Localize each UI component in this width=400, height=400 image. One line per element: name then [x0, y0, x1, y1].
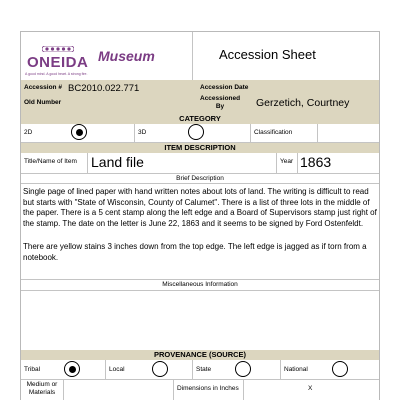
classification-label: Classification [254, 129, 293, 136]
accession-sheet [20, 31, 380, 400]
divider [243, 379, 244, 400]
category-2d-label: 2D [24, 129, 33, 136]
divider [297, 153, 298, 173]
accessioned-by-label: Accessioned By [200, 95, 241, 110]
provenance-local-label: Local [109, 366, 125, 373]
misc-information-label: Miscellaneous Information [162, 281, 238, 288]
divider [250, 124, 251, 142]
divider [21, 279, 379, 280]
divider [192, 360, 193, 379]
category-3d-label: 3D [138, 129, 147, 136]
dimensions-separator: X [308, 385, 313, 392]
provenance-state-radio[interactable] [235, 361, 251, 377]
museum-label: Museum [98, 48, 155, 64]
year-value[interactable]: 1863 [300, 154, 332, 170]
divider [63, 379, 64, 400]
description-paragraph-2[interactable]: There are yellow stains 3 inches down from the top edge. The left edge is jagged as if torn from a notebook. [23, 242, 367, 262]
divider [87, 153, 88, 173]
year-label: Year [280, 158, 294, 165]
provenance-state-label: State [196, 366, 212, 373]
item-title-label: Title/Name of Item [24, 158, 77, 165]
accession-date-label: Accession Date [200, 84, 249, 91]
category-2d-radio[interactable] [71, 124, 87, 140]
divider [21, 290, 379, 291]
divider [21, 183, 379, 184]
provenance-national-label: National [284, 366, 308, 373]
provenance-header: PROVENANCE (SOURCE) [153, 350, 247, 359]
category-header: CATEGORY [179, 114, 221, 123]
logo-text: ONEIDA [27, 54, 89, 71]
divider [21, 173, 379, 174]
divider [105, 360, 106, 379]
wampum-beads-icon [42, 46, 74, 52]
divider [280, 360, 281, 379]
accession-number-label: Accession # [24, 84, 62, 91]
provenance-local-radio[interactable] [152, 361, 168, 377]
divider [21, 379, 379, 380]
item-description-header: ITEM DESCRIPTION [164, 143, 236, 152]
category-3d-radio[interactable] [188, 124, 204, 140]
logo-tagline: A good mind. A good heart. A strong fire. [25, 72, 88, 76]
description-paragraph-1[interactable]: Single page of lined paper with hand written notes about lots of land. The writing is difficult to read but starts with "State of Wisconsin, County of Calumet". There is a list of three lots in the middle of the paper. There is a 5 cent stamp along the left edge and a Board of Supervisors stamp just right of the stamp. The date on the letter is June 22, 1863 and it seems to be signed by Ford Ostenfeldt. [23, 187, 377, 228]
provenance-national-radio[interactable] [332, 361, 348, 377]
provenance-tribal-label: Tribal [24, 366, 41, 373]
accession-number-value[interactable]: BC2010.022.771 [68, 83, 140, 94]
item-title-value[interactable]: Land file [91, 154, 144, 170]
divider [317, 124, 318, 142]
page-title: Accession Sheet [219, 47, 316, 62]
divider [173, 379, 174, 400]
brief-description-label: Brief Description [176, 175, 224, 182]
medium-materials-label: Medium or Materials [26, 381, 58, 396]
divider [134, 124, 135, 142]
old-number-label: Old Number [24, 99, 62, 106]
accessioned-by-value[interactable]: Gerzetich, Courtney [256, 97, 350, 109]
dimensions-label: Dimensions in Inches [177, 385, 239, 392]
provenance-tribal-radio[interactable] [64, 361, 80, 377]
divider [276, 153, 277, 173]
header-divider [192, 32, 193, 80]
